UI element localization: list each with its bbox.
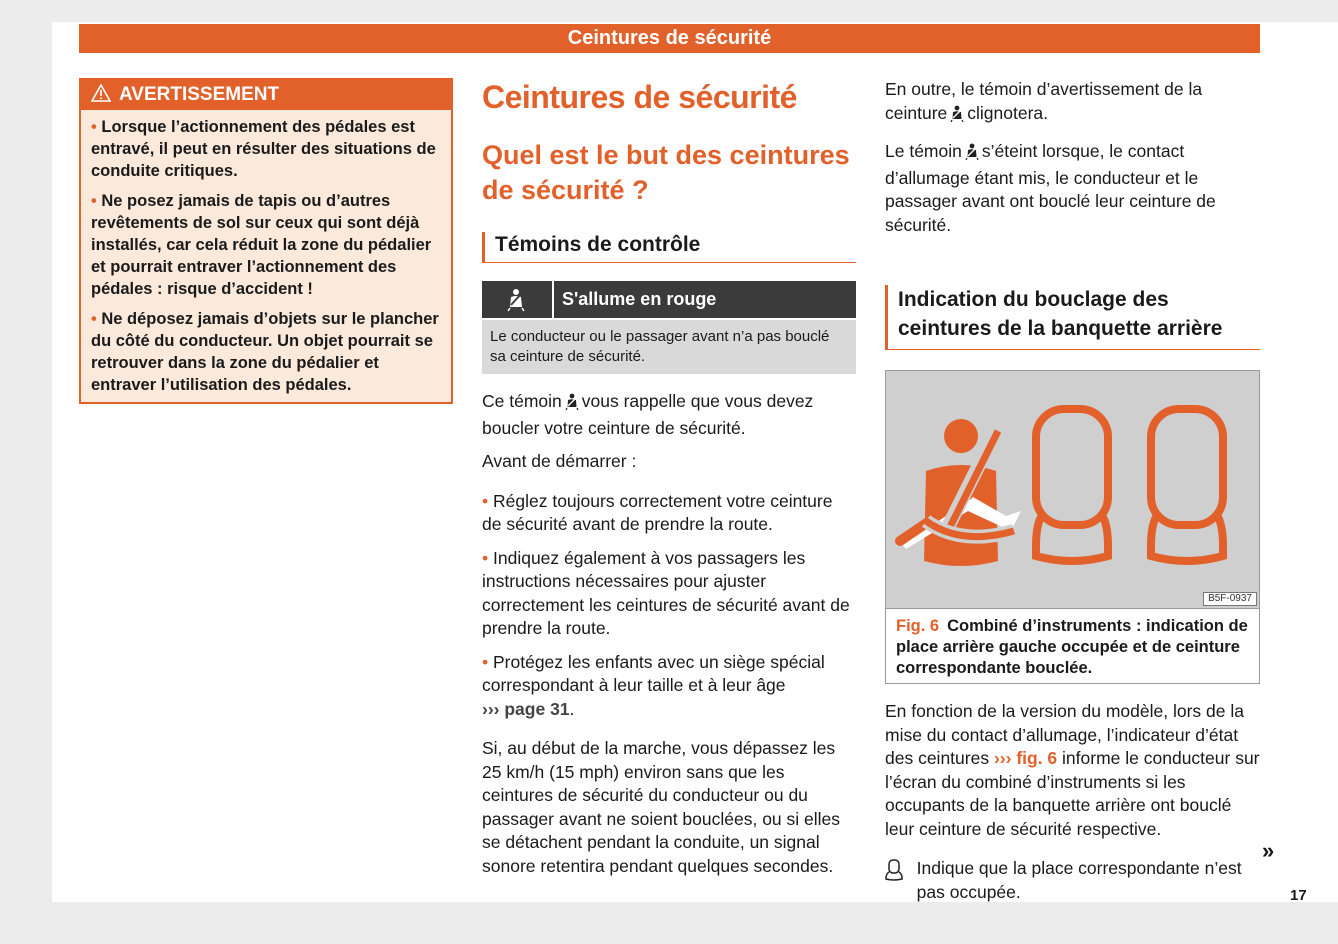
seatbelt-icon (965, 143, 979, 167)
seatbelt-warning-icon (482, 281, 554, 318)
page-header: Ceintures de sécurité (79, 24, 1260, 53)
arrow-icon: ››› (993, 748, 1017, 768)
indicator-description: Le conducteur ou le passager avant n’a pas bouclé sa ceinture de sécurité. (482, 320, 856, 374)
warning-body (81, 110, 451, 402)
rear-belt-heading: Indication du bouclage des ceintures de la banquette arrière (885, 285, 1260, 350)
empty-seat-icon (1151, 409, 1223, 561)
left-column (79, 78, 453, 404)
indicator-table (482, 281, 856, 374)
section-title: Ceintures de sécurité (482, 79, 797, 115)
figure-number: Fig. 6 (896, 617, 940, 635)
paragraph: En outre, le témoin d’avertissement de la ceinture clignotera. (885, 78, 1260, 128)
occupied-belted-seat-icon (898, 419, 1021, 566)
bullet-icon: • (91, 192, 102, 210)
bullet-icon: • (91, 118, 102, 136)
warning-header (81, 80, 451, 110)
page-number: 17 (1290, 887, 1307, 904)
list-item: • Indiquez également à vos passagers les instructions nécessaires pour ajuster correctement les ceintures de sécurité avant de prendre la route. (482, 547, 850, 638)
note (885, 857, 1260, 904)
empty-seat-icon (1036, 409, 1108, 561)
paragraph: Avant de démarrer : (482, 451, 637, 471)
rear-seat-status-illustration (886, 371, 1259, 608)
seatbelt-icon (565, 393, 579, 417)
controls-heading: Témoins de contrôle (482, 232, 856, 263)
list-item: • Réglez toujours correctement votre ceinture de sécurité avant de prendre la route. (482, 490, 833, 534)
right-column (885, 78, 1260, 904)
paragraph: Ce témoin vous rappelle que vous devez boucler votre ceinture de sécurité. (482, 391, 814, 438)
arrow-icon: ››› (482, 698, 505, 719)
warning-triangle-icon (91, 82, 111, 112)
list-item: • Protégez les enfants avec un siège spécial correspondant à leur taille et à leur âge ››› page 31. (482, 651, 825, 719)
bullet-icon: • (482, 547, 493, 568)
section-subtitle: Quel est le but des ceintures de sécurité ? (482, 140, 850, 205)
warning-title: AVERTISSEMENT (119, 84, 280, 105)
paragraph: Le témoin s’éteint lorsque, le contact d’allumage étant mis, le conducteur et le passager avant ont bouclé leur ceinture de sécurité. (885, 141, 1216, 235)
bullet-icon: • (482, 651, 493, 672)
empty-seat-outline-icon (885, 857, 917, 904)
middle-column (482, 78, 856, 878)
paragraph: En fonction de la version du modèle, lors de la mise du contact d’allumage, l’indicateur d’état des ceintures ››› fig. 6 informe le conducteur sur l’écran du combiné d’instruments si les occupants de la banquette arrière ont bouclé leur ceinture de sécurité respective. (885, 701, 1260, 839)
indicator-label: S'allume en rouge (562, 289, 717, 309)
warning-item: • Lorsque l’actionnement des pédales est entravé, il peut en résulter des situations de conduite critiques. (91, 118, 436, 180)
warning-item: • Ne déposez jamais d’objets sur le plancher du côté du conducteur. Un objet pourrait se retrouver dans la zone du pédalier et entraver l’utilisation des pédales. (91, 310, 439, 394)
seatbelt-icon (950, 105, 964, 129)
note-text: Indique que la place correspondante n’est pas occupée. (916, 858, 1242, 902)
warning-box (79, 78, 453, 404)
figure-image (886, 371, 1259, 609)
indicator-table-header (482, 281, 856, 318)
bullet-icon: • (91, 310, 102, 328)
bullet-icon: • (482, 490, 493, 511)
page-link[interactable]: ››› page 31 (482, 698, 570, 719)
figure-link[interactable]: ››› fig. 6 (993, 748, 1058, 768)
warning-item: • Ne posez jamais de tapis ou d’autres revêtements de sol sur ceux qui sont déjà installés, car cela réduit la zone du pédalier et pourrait entraver l’actionnement des pédales : risque d’accident ! (91, 192, 432, 298)
paragraph: Si, au début de la marche, vous dépassez les 25 km/h (15 mph) environ sans que les ceintures de sécurité du conducteur ou du passager avant ne soient bouclées, ou si elles se détachent pendant la conduite, un signal sonore retentira pendant quelques secondes. (482, 738, 841, 876)
figure-code: B5F-0937 (1203, 592, 1257, 606)
continue-marker: » (1262, 838, 1275, 863)
figure (885, 370, 1260, 684)
figure-caption: Fig. 6 Combiné d’instruments : indication de place arrière gauche occupée et de ceinture correspondante bouclée. (896, 617, 1248, 677)
